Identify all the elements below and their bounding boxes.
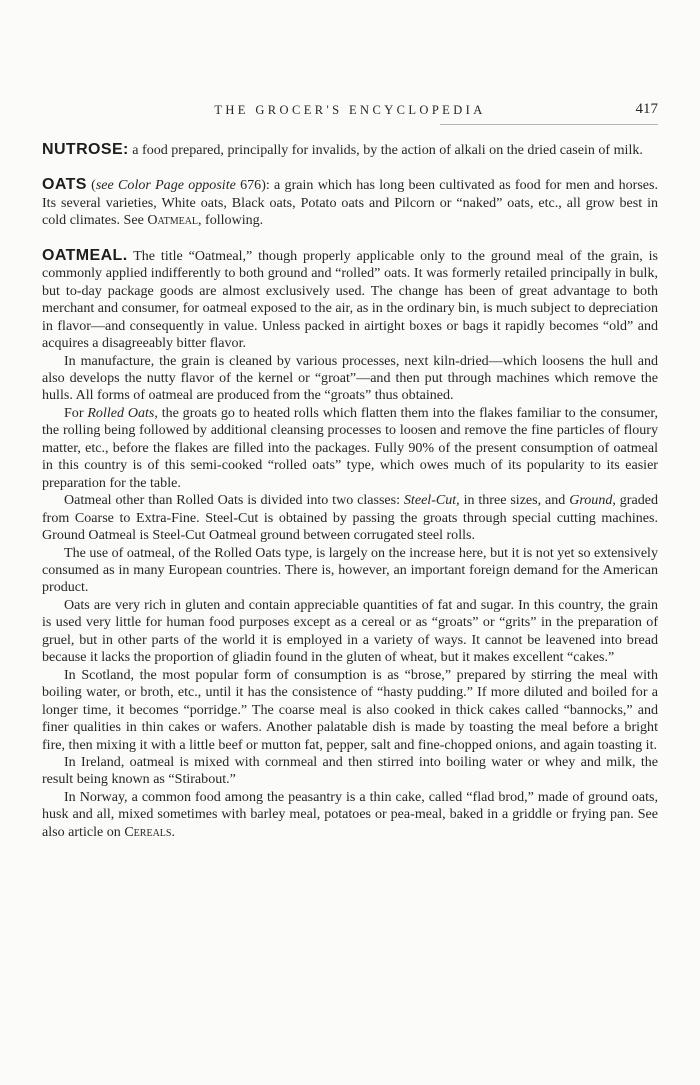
entry-paragraph bbox=[42, 176, 658, 229]
paragraph-norway bbox=[42, 789, 658, 841]
paragraph-gluten: Oats are very rich in gluten and contain appreciable quantities of fat and sugar. In this country, the grain is used very little for human food purposes except as a cereal or as “groats” or “grits” in the preparation of gruel, but in other parts of the world it is employed in a variety of ways. It cannot be leavened into bread because it lacks the proportion of gliadin found in the gluten of wheat, but it makes excellent “cakes.” bbox=[42, 596, 658, 666]
cross-reference-oatmeal: Oatmeal bbox=[147, 212, 199, 229]
term-rolled-oats: Rolled Oats bbox=[87, 404, 155, 421]
paragraph-text: in three sizes, and bbox=[463, 492, 566, 509]
entry-text: ): a grain which has long been cultivated as food for men and horses. Its several varieties, White oats, Black oats, Potato oats and Pilcorn or “naked” oats, etc., all grow best in cold climates. See bbox=[42, 177, 659, 229]
paragraph-rolled-oats bbox=[42, 405, 658, 492]
paragraph-text: , the groats go to heated rolls which flatten them into the flakes familiar to the consumer, the rolling being followed by additional cleansing processes to loosen and remove the fine particles of floury matter, etc., before the flakes are filled into the packages. Fully 90% of the present consumption of oatmeal in this country is of this semi-cooked “rolled oats” type, which owes much of its popularity to its easier preparation for the table. bbox=[42, 404, 659, 491]
paragraph-text: The title “Oatmeal,” though properly applicable only to the ground meal of the grain, is commonly applied indifferently to both ground and “rolled” oats. It was formerly retailed principally in bulk, but to-day package goods are almost exclusively used. The change has been of great advantage to both merchant and consumer, for oatmeal exposed to the air, as in the ordinary bin, is much subject to depreciation in flavor—and consequently in value. Unless packed in airtight boxes or bags it rapidly becomes “old” and acquires a disagreeably bitter flavor. bbox=[42, 247, 658, 352]
term-ground: Ground bbox=[569, 492, 613, 509]
paragraph-manufacture: In manufacture, the grain is cleaned by various processes, next kiln-dried—which loosens the hull and also develops the nutty flavor of the kernel or “groat”—and then put through machines which remove the hulls. All forms of oatmeal are produced from the “groats” thus obtained. bbox=[42, 352, 658, 404]
paragraph-scotland: In Scotland, the most popular form of consumption is as “brose,” prepared by stirring the meal with boiling water, or broth, etc., until it has the consistence of “hasty pudding.” If more diluted and boiled for a longer time, it becomes “porridge.” The coarse meal is also cooked in thick cakes called “bannocks,” and finer qualities in thin cakes or wafers. Another palatable dish is made by toasting the meal before a bright fire, then mixing it with a little beef or mutton fat, pepper, salt and fine-chopped onions, and again toasting it. bbox=[42, 666, 658, 753]
ref-see: see bbox=[95, 177, 114, 194]
paragraph-ireland: In Ireland, oatmeal is mixed with cornmeal and then stirred into boiling water or whey and milk, the result being known as “Stirabout.” bbox=[42, 753, 658, 788]
entry-oatmeal bbox=[42, 247, 658, 841]
paragraph-text: , graded from Coarse to Extra-Fine. Steel-Cut is obtained by passing the groats through special cutting machines. Ground Oatmeal is Steel-Cut Oatmeal ground between corrugated steel rolls. bbox=[42, 492, 658, 544]
entry-paragraph bbox=[42, 141, 658, 159]
entry-paragraph bbox=[42, 247, 658, 353]
header-rule bbox=[440, 124, 658, 125]
headword-oats: OATS bbox=[42, 176, 87, 194]
headword-nutrose: NUTROSE: bbox=[42, 141, 129, 158]
page-number: 417 bbox=[635, 101, 658, 117]
headword-oatmeal: OATMEAL. bbox=[42, 246, 128, 264]
ref-open: ( bbox=[91, 177, 96, 194]
entry-oats bbox=[42, 176, 658, 229]
entry-text: a food prepared, principally for invalids, by the action of alkali on the dried casein of milk. bbox=[132, 142, 643, 158]
paragraph-use: The use of oatmeal, of the Rolled Oats type, is largely on the increase here, but it is not yet so extensively consumed as in many European countries. There is, however, an important foreign demand for the American product. bbox=[42, 544, 658, 596]
entry-nutrose bbox=[42, 141, 658, 159]
entry-text-tail: , following. bbox=[198, 212, 264, 229]
paragraph-end: . bbox=[171, 823, 175, 840]
paragraph-text: In Norway, a common food among the peasantry is a thin cake, called “flad brod,” made of ground oats, husk and all, mixed sometimes with barley meal, potatoes or pea-meal, baked in a griddle or frying pan. See also article on bbox=[42, 788, 658, 840]
paragraph-classes bbox=[42, 492, 658, 544]
paragraph-text: Oatmeal other than Rolled Oats is divided into two classes: bbox=[64, 492, 401, 509]
page-body bbox=[42, 141, 658, 841]
ref-number: 676 bbox=[240, 177, 262, 194]
paragraph-text: For bbox=[64, 404, 84, 421]
running-title: THE GROCER'S ENCYCLOPEDIA bbox=[214, 103, 486, 117]
term-steel-cut: Steel-Cut, bbox=[403, 492, 460, 509]
running-header bbox=[42, 101, 658, 121]
cross-reference-cereals: Cereals bbox=[124, 823, 172, 840]
ref-page: Color Page opposite bbox=[118, 177, 236, 194]
